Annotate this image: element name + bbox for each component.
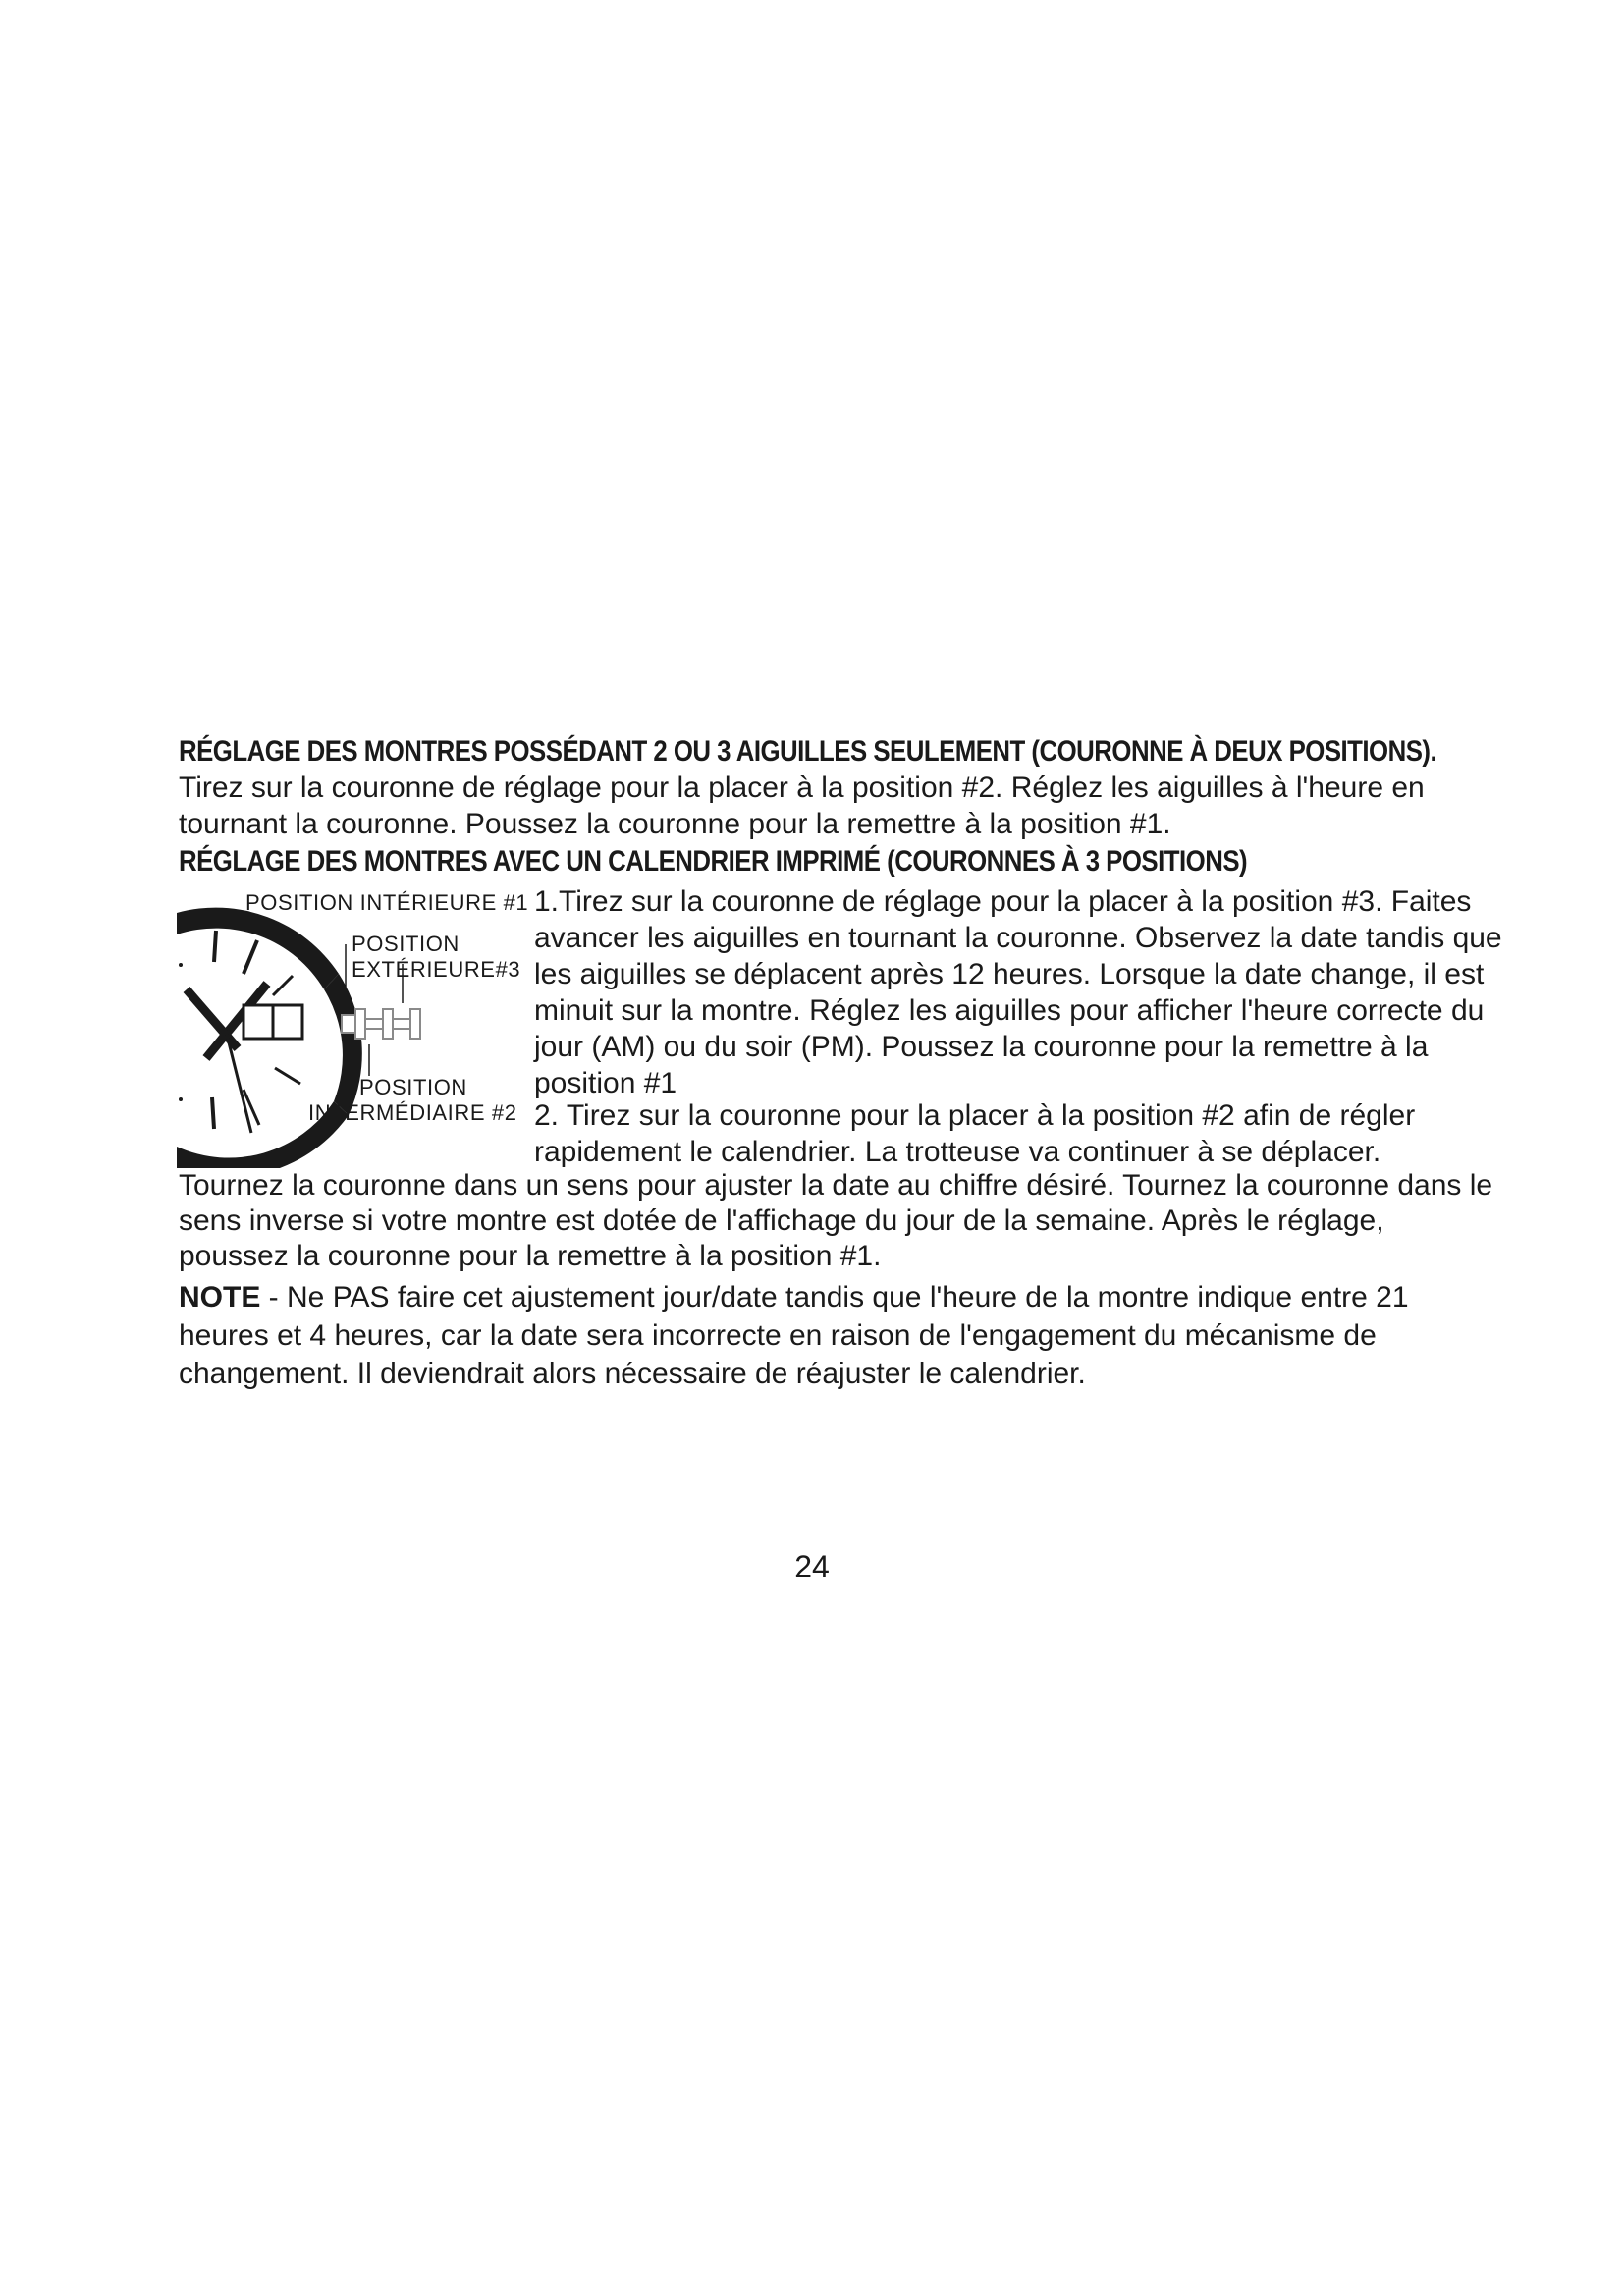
- label-position-interieure: POSITION INTÉRIEURE #1: [245, 890, 529, 915]
- label-position-exterieure-line1: POSITION: [352, 932, 460, 956]
- label-position-intermediaire-line1: POSITION: [359, 1075, 467, 1099]
- label-position-intermediaire-line2: INTERMÉDIAIRE #2: [308, 1100, 517, 1125]
- note-label: NOTE: [179, 1281, 261, 1313]
- step-2: 2. Tirez sur la couronne pour la placer à la position #2 afin de régler rapidement le calendrier. La trotteuse va continuer à se déplacer.: [534, 1099, 1416, 1168]
- label-position-exterieure-line2: EXTÉRIEURE#3: [352, 957, 521, 982]
- section2-continuation: Tournez la couronne dans un sens pour ajuster la date au chiffre désiré. Tournez la couronne dans le sens inverse si votre montre est dotée de l'affichage du jour de la semaine. Après le réglage, poussez la couronne pour la remettre à la position #1.: [179, 1169, 1493, 1272]
- section1-heading: RÉGLAGE DES MONTRES POSSÉDANT 2 OU 3 AIGUILLES SEULEMENT (COURONNE À DEUX POSITIONS).: [179, 735, 1437, 768]
- page-number: 24: [794, 1549, 830, 1584]
- watch-diagram-illustration: [177, 883, 540, 1168]
- section1-body: Tirez sur la couronne de réglage pour la placer à la position #2. Réglez les aiguilles à l'heure en tournant la couronne. Poussez la couronne pour la remettre à la position #1.: [179, 772, 1425, 840]
- section2-heading: RÉGLAGE DES MONTRES AVEC UN CALENDRIER IMPRIMÉ (COURONNES À 3 POSITIONS): [179, 845, 1248, 878]
- calendar-setting-block: [179, 883, 1502, 1168]
- note-text: - Ne PAS faire cet ajustement jour/date tandis que l'heure de la montre indique entre 21 heures et 4 heures, car la date sera incorrecte en raison de l'engagement du mécanisme de changement. Il deviendrait alors nécessaire de réajuster le calendrier.: [179, 1281, 1409, 1390]
- calendar-steps: [534, 883, 1506, 1168]
- note-paragraph: [179, 1278, 1494, 1393]
- watch-crown-diagram: [177, 883, 540, 1168]
- step-1: 1.Tirez sur la couronne de réglage pour la placer à la position #3. Faites avancer les aiguilles en tournant la couronne. Observez la date tandis que les aiguilles se déplacent après 12 heures. Lorsque la date change, il est minuit sur la montre. Réglez les aiguilles pour afficher l'heure correcte du jour (AM) ou du soir (PM). Poussez la couronne pour la remettre à la position #1: [534, 885, 1502, 1099]
- page-content: [179, 734, 1502, 1393]
